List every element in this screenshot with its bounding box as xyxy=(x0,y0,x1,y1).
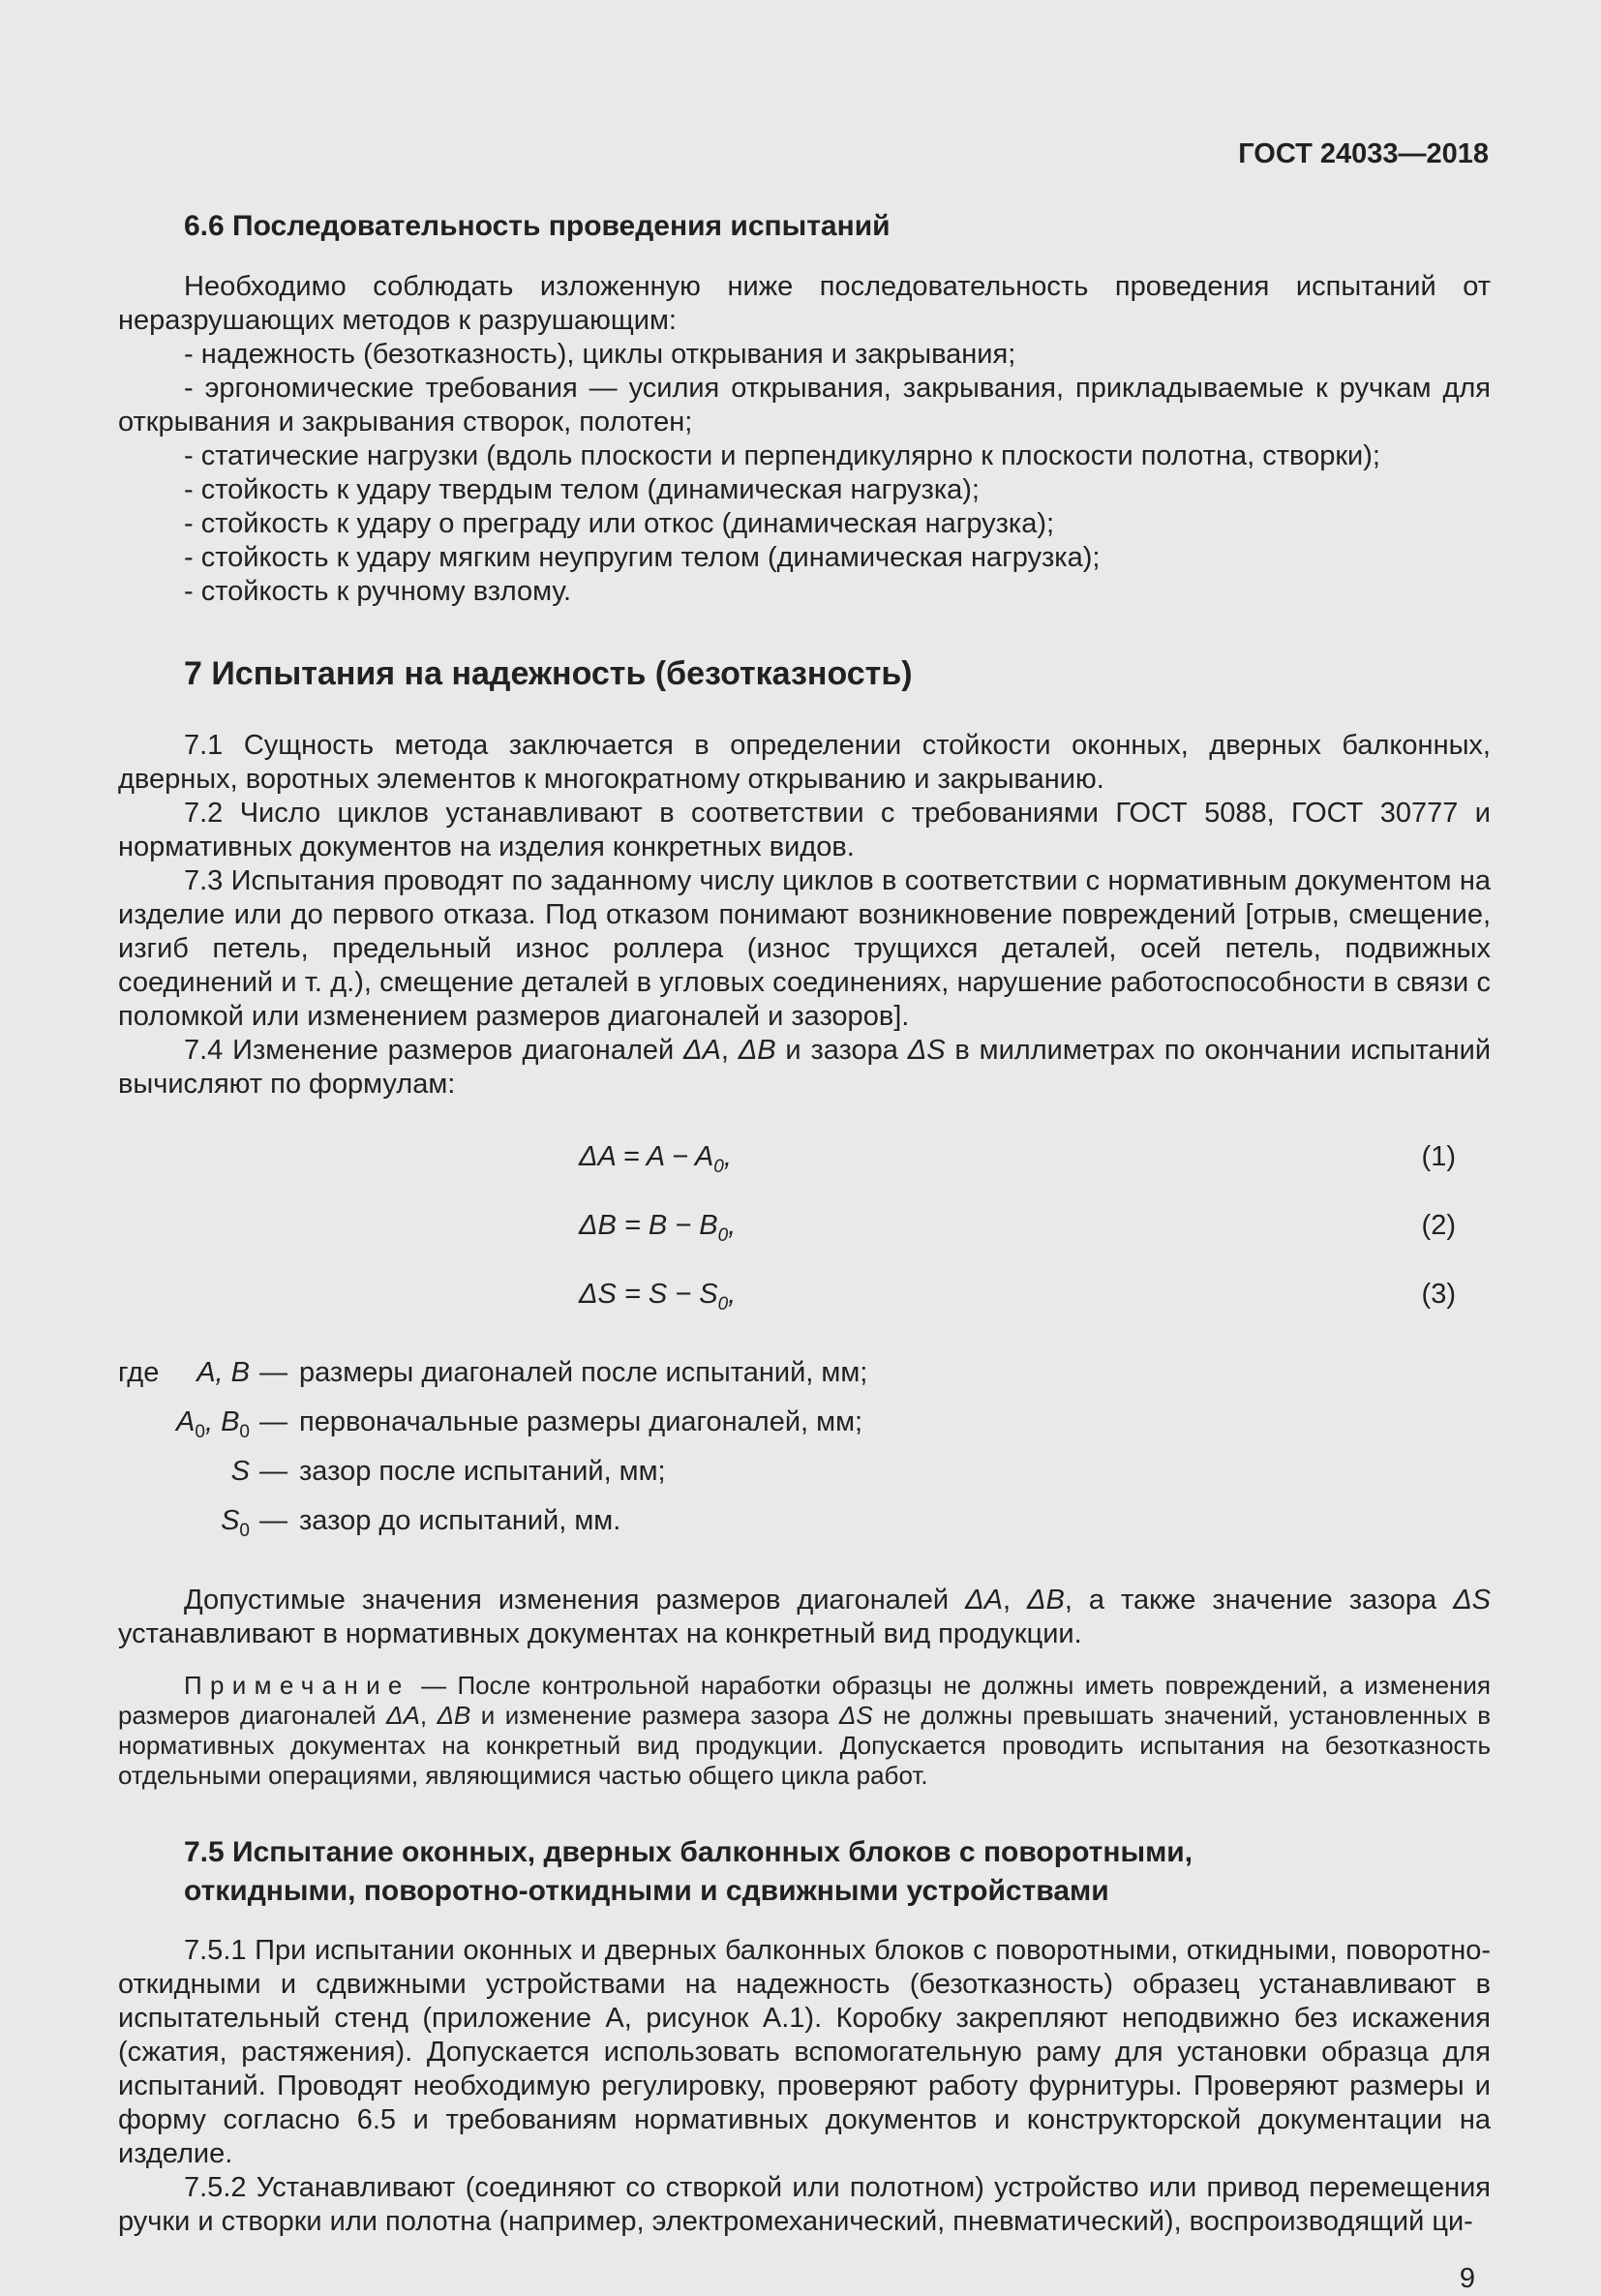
term xyxy=(161,1501,250,1551)
formula-subscript: 0 xyxy=(717,1293,729,1314)
definition-row xyxy=(118,1452,1491,1501)
term xyxy=(161,1452,250,1501)
term-var: S xyxy=(221,1504,240,1536)
text-segment: не должны превышать значений, установленных в нормативных документах на конкретный вид продукции. Допускается проводить испытания на безотказность отдельными операциями, являющимися частью общего цикла работ. xyxy=(118,1700,1492,1790)
dash: — xyxy=(259,1357,287,1389)
formula-subscript: 0 xyxy=(713,1156,724,1177)
term-var: S xyxy=(230,1455,250,1487)
term-description: размеры диагоналей после испытаний, мм; xyxy=(299,1357,868,1389)
paragraph-7-3: 7.3 Испытания проводят по заданному числу циклов в соответствии с нормативным документом на изделие или до первого отказа. Под отказом понимают возникновение повреждений [отрыв, смещение, изгиб петель, предельный износ роллера (износ трущихся деталей, осей петель, подвижных соединений и т. д.), смещение деталей в угловых соединениях, нарушение работоспособности в связи с поломкой или изменением размеров диагоналей и зазоров]. xyxy=(118,865,1491,1032)
term-var: A, B xyxy=(196,1357,250,1389)
term-var: A xyxy=(176,1406,196,1438)
variable-delta-s: ΔS xyxy=(907,1035,946,1066)
text-segment: — После контрольной наработки образцы не должны иметь повреждений, а изменения размеров диагоналей xyxy=(118,1670,1491,1730)
formula-subscript: 0 xyxy=(717,1224,729,1246)
formula-2-row xyxy=(118,1209,1491,1253)
bullet-item: - статические нагрузки (вдоль плоскости и перпендикулярно к плоскости полотна, створки); xyxy=(184,440,1380,471)
equation-number-1: (1) xyxy=(1421,1141,1456,1172)
term-sub: 0 xyxy=(239,1421,250,1442)
term-description: первоначальные размеры диагоналей, мм; xyxy=(299,1406,863,1438)
bullet-item: - стойкость к ручному взлому. xyxy=(184,576,572,607)
section-7-5-heading: 7.5 Испытание оконных, дверных балконных блоков с поворотными, откидными, поворотно-откидными и сдвижными устройствами xyxy=(184,1835,1193,1907)
term-var: , B xyxy=(204,1406,240,1438)
page-number: 9 xyxy=(1459,2262,1475,2294)
section-6-6-heading: 6.6 Последовательность проведения испытаний xyxy=(184,210,891,242)
where-label-empty xyxy=(118,1501,161,1551)
paragraph-allowed-values xyxy=(118,1584,1491,1651)
term-sub: 0 xyxy=(195,1421,205,1442)
formula-3 xyxy=(579,1278,736,1321)
bullet-item: - стойкость к удару твердым телом (динамическая нагрузка); xyxy=(184,474,980,505)
dash: — xyxy=(259,1406,287,1438)
paragraph-7-1: 7.1 Сущность метода заключается в определении стойкости оконных, дверных балконных, дверных, воротных элементов к многократному открыванию и закрыванию. xyxy=(118,730,1491,795)
bullet-item: - надежность (безотказность), циклы открывания и закрывания; xyxy=(184,339,1016,370)
definition-row xyxy=(118,1501,1491,1551)
where-label-empty xyxy=(118,1403,161,1452)
document-number-header: ГОСТ 24033—2018 xyxy=(1238,138,1489,169)
definition-row xyxy=(118,1403,1491,1452)
formula-3-row xyxy=(118,1278,1491,1321)
variable-delta-s: ΔS xyxy=(838,1700,873,1730)
section-6-6-intro-paragraph: Необходимо соблюдать изложенную ниже последовательность проведения испытаний от неразрушающих методов к разрушающим: xyxy=(118,271,1491,336)
dash: — xyxy=(259,1504,287,1536)
term-sub: 0 xyxy=(239,1520,250,1541)
note-label: Примечание xyxy=(184,1670,410,1700)
bullet-item: - стойкость к удару мягким неупругим телом (динамическая нагрузка); xyxy=(184,542,1101,573)
where-label: где xyxy=(118,1357,160,1389)
variable-delta-a: ΔA xyxy=(683,1035,721,1066)
equation-number-2: (2) xyxy=(1421,1209,1456,1241)
text-segment: , xyxy=(1002,1584,1028,1616)
formula-text: ΔS = S − S xyxy=(579,1278,718,1310)
formulas-block xyxy=(118,1140,1491,1320)
text-segment: в миллиметрах по окончании испытаний вычисляют по формулам: xyxy=(118,1035,1492,1100)
variable-delta-b: ΔB xyxy=(1027,1584,1065,1616)
text-segment: , а также значение зазора xyxy=(1064,1584,1454,1616)
term xyxy=(161,1403,250,1452)
variable-delta-b: ΔB xyxy=(738,1035,776,1066)
formula-text: ΔA = A − A xyxy=(579,1141,714,1172)
equation-number-3: (3) xyxy=(1421,1278,1456,1310)
variable-definitions xyxy=(118,1353,1491,1550)
variable-delta-s: ΔS xyxy=(1453,1584,1491,1616)
dash: — xyxy=(259,1455,287,1487)
text-segment: 7.4 Изменение размеров диагоналей xyxy=(184,1035,684,1066)
bullet-item: - эргономические требования — усилия открывания, закрывания, прикладываемые к ручкам для открывания и закрывания створок, полотен; xyxy=(118,373,1491,438)
where-label-empty xyxy=(118,1452,161,1501)
note-paragraph xyxy=(118,1671,1491,1791)
section-7-heading: 7 Испытания на надежность (безотказность) xyxy=(184,655,913,692)
text-segment: устанавливают в нормативных документах на конкретный вид продукции. xyxy=(118,1617,1082,1649)
bullet-item: - стойкость к удару о преграду или откос (динамическая нагрузка); xyxy=(184,508,1055,539)
formula-tail: , xyxy=(723,1141,732,1172)
text-segment: и изменение размера зазора xyxy=(470,1700,839,1730)
variable-delta-a: ΔA xyxy=(386,1700,420,1730)
variable-delta-a: ΔA xyxy=(965,1584,1003,1616)
formula-tail: , xyxy=(728,1278,737,1310)
formula-1 xyxy=(579,1140,732,1184)
formula-text: ΔB = B − B xyxy=(579,1209,718,1241)
formula-1-row xyxy=(118,1140,1491,1184)
formula-tail: , xyxy=(728,1209,737,1241)
term-description: зазор до испытаний, мм. xyxy=(299,1504,621,1536)
text-segment: , xyxy=(720,1035,739,1066)
term xyxy=(161,1353,250,1403)
text-segment: и зазора xyxy=(775,1035,908,1066)
variable-delta-b: ΔB xyxy=(437,1700,471,1730)
paragraph-7-2: 7.2 Число циклов устанавливают в соответствии с требованиями ГОСТ 5088, ГОСТ 30777 и нормативных документов на изделия конкретных видов. xyxy=(118,798,1491,862)
formula-2 xyxy=(579,1209,736,1253)
paragraph-7-4 xyxy=(118,1034,1491,1102)
term-description: зазор после испытаний, мм; xyxy=(299,1455,666,1487)
text-segment: , xyxy=(419,1700,438,1730)
paragraph-7-5-2: 7.5.2 Устанавливают (соединяют со створкой или полотном) устройство или привод перемещения ручки и створки или полотна (например, электромеханический, пневматический), воспроизводящий ци- xyxy=(118,2171,1491,2237)
definition-row xyxy=(118,1353,1491,1403)
paragraph-7-5-1: 7.5.1 При испытании оконных и дверных балконных блоков с поворотными, откидными, поворотно-откидными и сдвижными устройствами на надежность (безотказность) образец устанавливают в испытательный стенд (приложение А, рисунок А.1). Коробку закрепляют неподвижно без искажения (сжатия, растяжения). Допускается использовать вспомогательную раму для установки образца для испытаний. Проводят необходимую регулировку, проверяют работу фурнитуры. Проверяют размеры и форму согласно 6.5 и требованиям нормативных документов и конструкторской документации на изделие. xyxy=(118,1934,1491,2169)
text-segment: Допустимые значения изменения размеров диагоналей xyxy=(184,1584,966,1616)
